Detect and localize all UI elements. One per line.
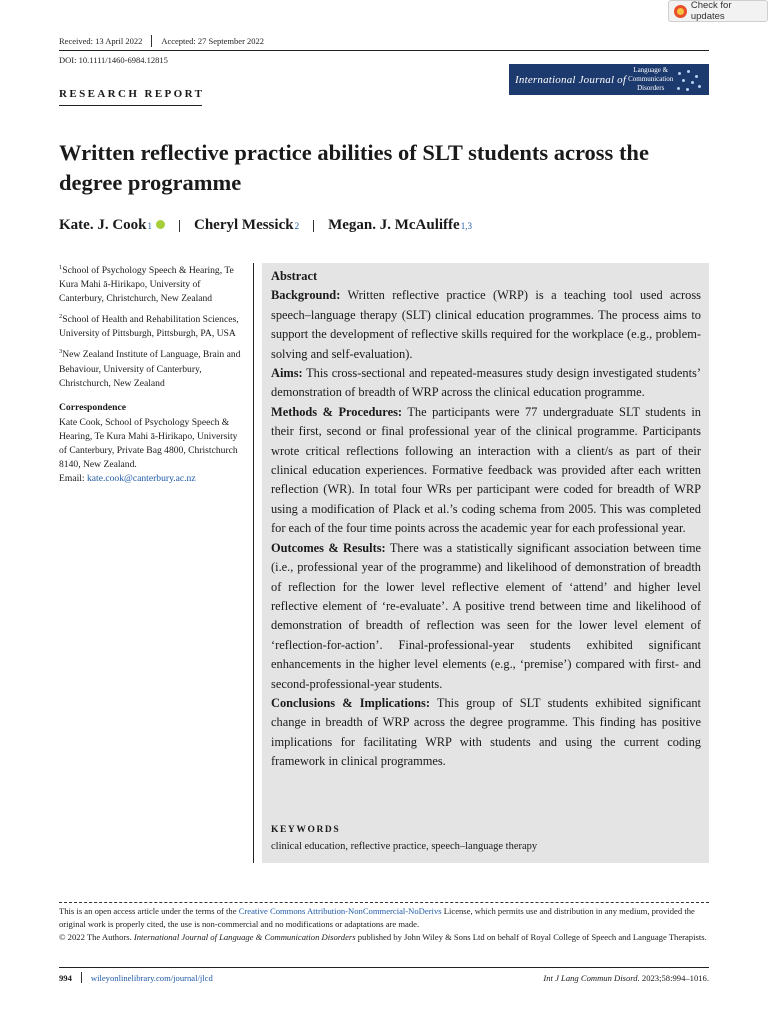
- author-name[interactable]: Megan. J. McAuliffe: [328, 217, 460, 233]
- abstract-section: [271, 403, 701, 539]
- abstract-section: [271, 364, 701, 403]
- license-post: License, which permits use and distribution in any medium, provided the original work is properly cited, the use is non-commercial and no modifications or adaptations are made.: [59, 906, 695, 929]
- journal-logo-line3: Disorders: [637, 84, 665, 92]
- abstract-section-label: Aims:: [271, 366, 303, 381]
- crossmark-icon: [674, 5, 687, 18]
- abstract-section-text: Written reflective practice (WRP) is a teaching tool used across speech–language therapy (SLT) clinical education programmes. The process aims to support the development of reflective skills required for the workplace (e.g., problem-solving and self-evaluation).: [271, 288, 701, 361]
- license-text: [59, 905, 711, 931]
- copyright-text: [59, 931, 711, 944]
- page-footer: [59, 972, 709, 983]
- license-notice: [59, 905, 711, 944]
- keywords-heading: KEYWORDS: [271, 825, 341, 835]
- section-label: RESEARCH REPORT: [59, 88, 205, 100]
- doi: DOI: 10.1111/1460-6984.12815: [59, 55, 168, 65]
- correspondence-text: [59, 416, 244, 486]
- abstract-heading: Abstract: [271, 269, 318, 283]
- affiliation: [59, 345, 244, 390]
- affiliations: [59, 261, 244, 490]
- network-dots-icon: [675, 68, 703, 92]
- page-number: 994: [59, 972, 72, 983]
- journal-logo: [509, 64, 709, 95]
- affiliation-number: 1: [59, 264, 63, 271]
- author-list: [59, 217, 472, 234]
- accepted-date: Accepted: 27 September 2022: [161, 36, 265, 46]
- check-for-updates-button[interactable]: [668, 0, 768, 22]
- article-dates: [59, 35, 264, 47]
- author-name[interactable]: Kate. J. Cook: [59, 217, 147, 233]
- affiliation-text: School of Psychology Speech & Hearing, Te Kura Mahi ā-Hirikapo, University of Canterbury, Christchurch, New Zealand: [59, 265, 234, 305]
- affiliation: [59, 261, 244, 306]
- divider: [179, 220, 180, 232]
- author-affiliation-ref[interactable]: 1: [147, 220, 152, 231]
- affiliation-text: New Zealand Institute of Language, Brain and Behaviour, University of Canterbury, Christchurch, New Zealand: [59, 349, 241, 389]
- abstract-section-label: Methods & Procedures:: [271, 404, 403, 419]
- keywords: clinical education, reflective practice, speech–language therapy: [271, 841, 538, 852]
- abstract-body: [271, 267, 701, 772]
- abstract-section: [271, 286, 701, 364]
- author-affiliation-ref[interactable]: 2: [294, 220, 300, 231]
- journal-logo-line2: Communication: [628, 75, 674, 83]
- journal-url-link[interactable]: wileyonlinelibrary.com/journal/jlcd: [90, 972, 213, 983]
- abstract-section-text: There was a statistically significant association between time (i.e., professional year of the programme) and likelihood of demonstration of breadth of reflection for the lower level reflective element of ‘attend’ and higher level reflective element of ‘re-evaluate’. A positive trend between time and likelihood of demonstration of breadth of reflection was seen for the lower level element of ‘reflection-for-action’. Final-professional-year students exhibited significant enhancements in the higher level elements (e.g., ‘premise’) compared with first- and second-professional-year students.: [271, 540, 701, 691]
- license-divider: [59, 902, 709, 903]
- license-pre: This is an open access article under the terms of the: [59, 906, 239, 916]
- correspondence-address: Kate Cook, School of Psychology Speech & Hearing, Te Kura Mahi ā-Hirikapo, University of Canterbury, Private Bag 4800, Christchurch 8140, New Zealand.: [59, 416, 238, 470]
- abstract-section-text: The participants were 77 undergraduate SLT students in their first, second or final professional year of the clinical programme. Participants wrote critical reflections following an interaction with a client/s as part of their clinical education experiences. Formative feedback was provided after each written reflection (WR). In total four WRs per participant were coded for breadth of WRP using a modification of Plack et al.’s coding schema from 2005. This was completed for each of the four time points across the academic year for each professional year.: [271, 404, 701, 536]
- journal-logo-title: [628, 66, 673, 93]
- citation-journal: Int J Lang Commun Disord.: [543, 972, 640, 983]
- copyright-pre: © 2022 The Authors.: [59, 932, 134, 942]
- journal-logo-italic: International Journal of: [515, 73, 627, 86]
- abstract-section-label: Outcomes & Results:: [271, 540, 386, 555]
- correspondence-heading: Correspondence: [59, 401, 126, 413]
- citation-volume: 2023;58:994–1016.: [639, 972, 709, 983]
- email-link[interactable]: kate.cook@canterbury.ac.nz: [86, 472, 196, 484]
- divider: [313, 220, 314, 232]
- article-title: Written reflective practice abilities of SLT students across the degree programme: [59, 140, 649, 195]
- section-underline: [59, 105, 202, 106]
- column-divider: [253, 263, 254, 863]
- email-label: Email:: [59, 472, 85, 484]
- footer-rule: [59, 967, 709, 968]
- top-rule: [59, 50, 709, 51]
- copyright-post: published by John Wiley & Sons Ltd on behalf of Royal College of Speech and Language Therapists.: [355, 932, 707, 942]
- abstract-box: [262, 263, 709, 863]
- citation: [543, 973, 709, 983]
- author-name[interactable]: Cheryl Messick: [194, 217, 294, 233]
- affiliation-number: 2: [59, 313, 63, 321]
- abstract-section: [271, 694, 701, 772]
- abstract-section: [271, 539, 701, 694]
- divider: [81, 972, 82, 983]
- copyright-journal: International Journal of Language & Communication Disorders: [133, 932, 356, 942]
- journal-logo-line1: Language &: [633, 66, 669, 74]
- affiliation-number: 3: [59, 348, 63, 356]
- abstract-section-label: Background:: [271, 288, 341, 303]
- abstract-section-text: This cross-sectional and repeated-measures study design investigated students’ demonstration of breadth of WRP across the clinical education programme.: [271, 366, 702, 400]
- divider: [151, 35, 152, 47]
- license-link[interactable]: Creative Commons Attribution-NonCommercial-NoDerivs: [238, 906, 442, 916]
- abstract-section-text: This group of SLT students exhibited significant change in breadth of WRP across the degree programme. This finding has positive implications for facilitating WRP with students and using the current coding framework in clinical programmes.: [271, 695, 701, 769]
- check-for-updates-label: Check for updates: [690, 0, 732, 22]
- affiliation: [59, 310, 244, 341]
- orcid-icon[interactable]: [156, 220, 165, 229]
- received-date: Received: 13 April 2022: [59, 36, 143, 46]
- abstract-section-label: Conclusions & Implications:: [271, 695, 430, 710]
- author-affiliation-ref[interactable]: 1,3: [460, 220, 472, 231]
- affiliation-text: School of Health and Rehabilitation Sciences, University of Pittsburgh, Pittsburgh, PA, USA: [59, 314, 239, 340]
